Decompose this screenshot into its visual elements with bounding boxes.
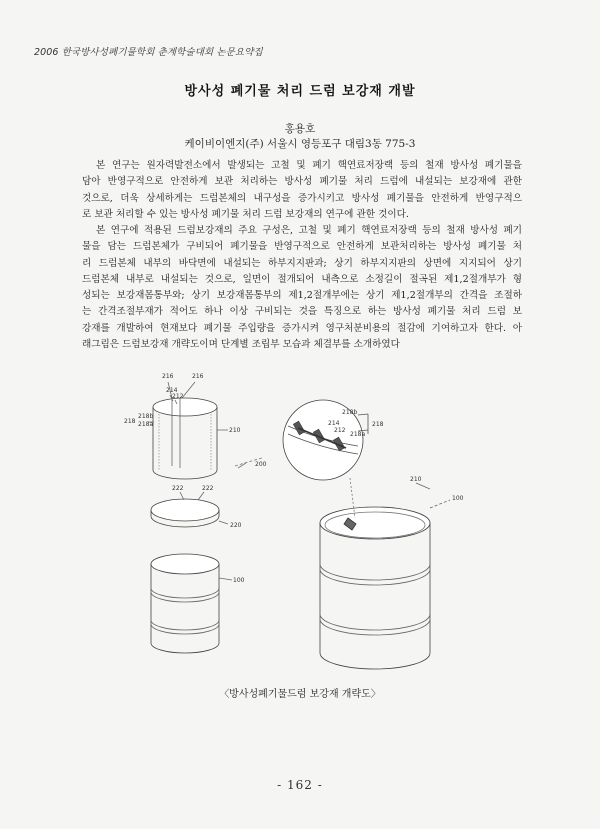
label-218: 218 bbox=[124, 418, 136, 425]
label-218a-detail: 218a bbox=[350, 431, 366, 438]
author: 홍용호 bbox=[284, 123, 316, 135]
text-line: 래그림은 드럼보강재 개략도이며 단계별 조립부 모습과 체결부를 소개하였다 bbox=[82, 339, 400, 351]
text-line: 는 간격조절부재가 적어도 하나 이상 구비되는 것을 특징으로 하는 방사성 폐기물 처리 드럼 보 bbox=[82, 306, 522, 318]
text-line: 본 연구에 적용된 드럼보강재의 주요 구성은, 고철 및 폐기 핵연료저장랙 등의 철재 방사성 폐기 bbox=[96, 225, 522, 236]
text-line: 본 연구는 원자력발전소에서 발생되는 고철 및 폐기 핵연료저장랙 등의 철재 방사성 폐기물을 bbox=[96, 160, 522, 171]
label-218b-detail: 218b bbox=[342, 409, 358, 416]
paper-title: 방사성 폐기물 처리 드럼 보강재 개발 bbox=[184, 84, 416, 99]
label-212-detail: 212 bbox=[334, 427, 346, 434]
label-100-drum: 100 bbox=[452, 495, 464, 502]
label-100: 100 bbox=[233, 577, 245, 584]
abstract-paragraph-1 bbox=[82, 158, 522, 223]
label-200: 200 bbox=[255, 461, 267, 468]
text-line: 강재를 개발하여 현재보다 폐기물 주입량을 증가시켜 영구처분비용의 절감에 기여하고자 한다. 아 bbox=[82, 322, 522, 334]
label-216: 216 bbox=[192, 373, 204, 380]
text-line: 것으로, 더욱 상세하게는 드럼본체의 내구성을 증가시키고 방사성 폐기물을 안전하게 반영구적으 bbox=[82, 192, 522, 204]
support-plate bbox=[151, 499, 219, 527]
text-line: 드럼본체 내부로 내설되는 것으로, 일면이 절개되어 내측으로 소정길이 절곡된 제1,2절개부가 형 bbox=[82, 273, 522, 285]
reinforcement-body bbox=[153, 398, 217, 479]
text-line: 로 보관 처리할 수 있는 방사성 폐기물 처리 드럼 보강재의 연구에 관한 것이다. bbox=[82, 208, 409, 220]
label-218b: 218b bbox=[138, 413, 154, 420]
drum-body-left bbox=[151, 554, 219, 653]
label-212: 212 bbox=[172, 393, 184, 400]
label-218-detail: 218 bbox=[372, 421, 384, 428]
label-222: 222 bbox=[202, 485, 214, 492]
fastener-detail-view bbox=[283, 400, 368, 518]
label-222: 222 bbox=[172, 485, 184, 492]
abstract-paragraph-2 bbox=[82, 223, 522, 353]
text-line: 리 드럼본체 내부의 바닥면에 내설되는 하부지지판과; 상기 하부지지판의 상면에 지지되어 상기 bbox=[82, 257, 522, 269]
assembled-drum bbox=[320, 507, 430, 669]
text-line: 성되는 보강재몸통부와; 상기 보강재몸통부의 제1,2절개부에는 상기 제1,2절개부의 간격을 조절하 bbox=[82, 290, 522, 302]
running-header: 2006 한국방사성폐기물학회 춘계학술대회 논문요약집 bbox=[34, 47, 263, 58]
figure-caption: 〈방사성폐기물드럼 보강재 개략도〉 bbox=[219, 689, 381, 700]
label-216: 216 bbox=[162, 373, 174, 380]
drum-reinforcement-diagram bbox=[110, 368, 490, 673]
label-220: 220 bbox=[230, 522, 242, 529]
label-210-drum: 210 bbox=[410, 476, 422, 483]
label-210: 210 bbox=[229, 427, 241, 434]
label-214-detail: 214 bbox=[328, 420, 340, 427]
label-218a: 218a bbox=[138, 421, 154, 428]
text-line: 물을 담는 드럼본체가 구비되어 폐기물을 반영구적으로 안전하게 보관처리하는 방사성 폐기물 처 bbox=[82, 241, 522, 253]
affiliation: 케이비이엔지(주) 서울시 영등포구 대림3동 775-3 bbox=[184, 138, 416, 150]
label-214: 214 bbox=[166, 387, 178, 394]
text-line: 담아 반영구적으로 안전하게 보관 처리하는 방사성 폐기물 처리 드럼에 내설되는 보강재에 관한 bbox=[82, 176, 522, 188]
page-number: - 162 - bbox=[277, 778, 323, 792]
